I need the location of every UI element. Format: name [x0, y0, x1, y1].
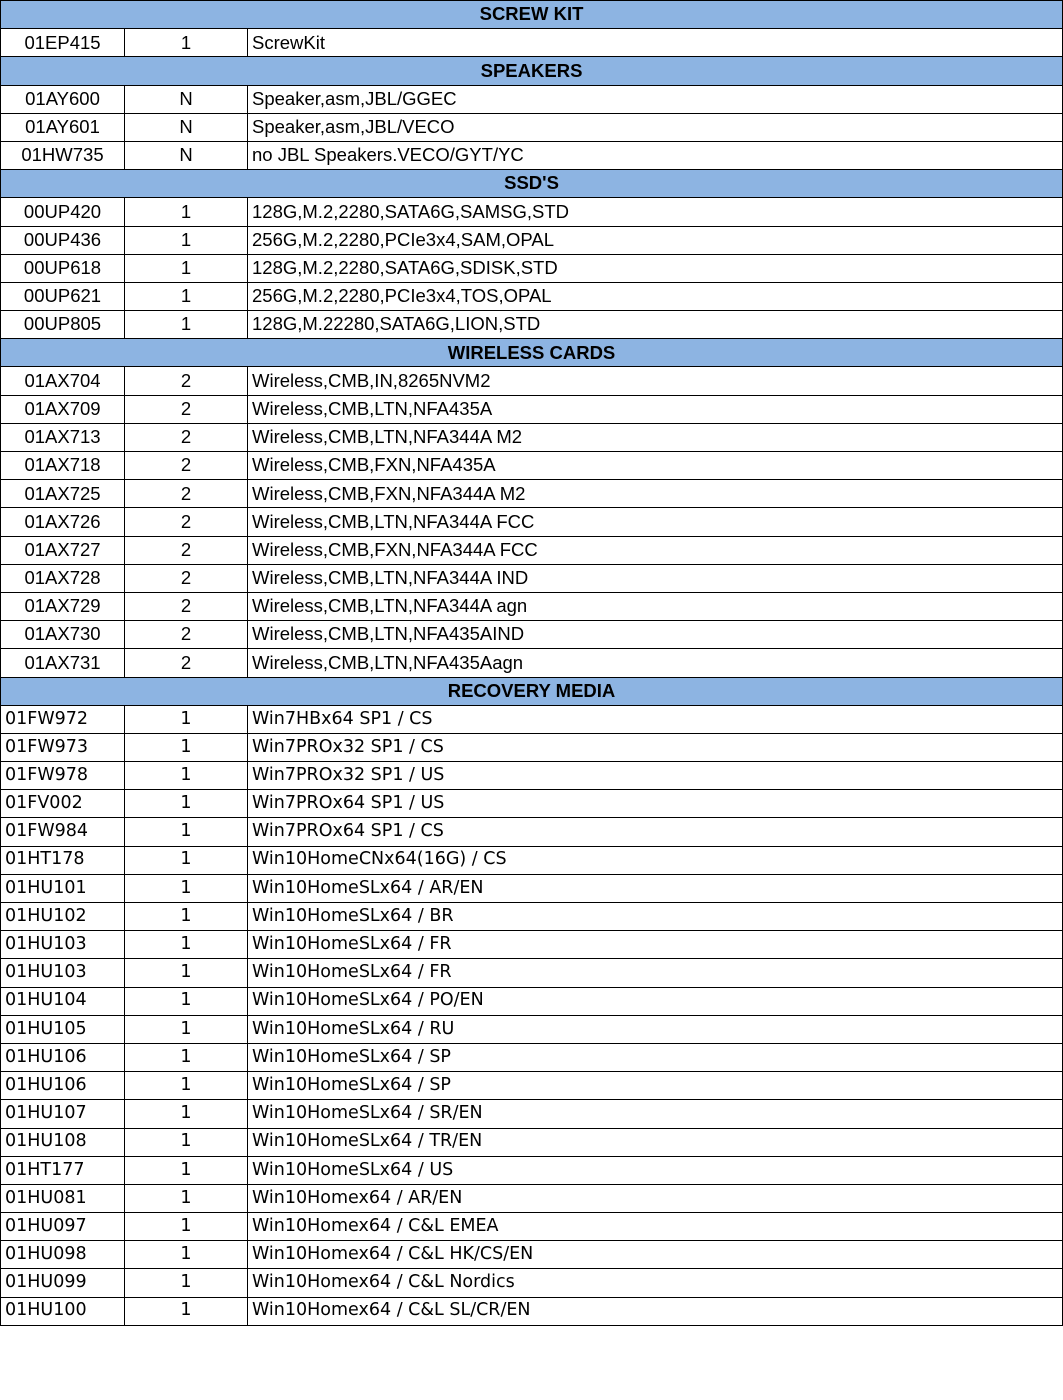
description-cell: Wireless,CMB,LTN,NFA344A IND: [248, 564, 1063, 592]
description-cell: Win10HomeSLx64 / BR: [248, 903, 1063, 931]
section-title: RECOVERY MEDIA: [1, 677, 1063, 705]
part-number-cell: 01AX725: [1, 480, 125, 508]
description-cell: Win10HomeSLx64 / RU: [248, 1015, 1063, 1043]
table-row: [1, 1213, 1063, 1241]
description-cell: Win10Homex64 / AR/EN: [248, 1184, 1063, 1212]
table-row: [1, 621, 1063, 649]
table-row: [1, 282, 1063, 310]
part-number-cell: 01HU081: [1, 1184, 125, 1212]
description-cell: 128G,M.22280,SATA6G,LION,STD: [248, 311, 1063, 339]
description-cell: Win10Homex64 / C&L EMEA: [248, 1213, 1063, 1241]
section-header-row: [1, 57, 1063, 85]
description-cell: Speaker,asm,JBL/GGEC: [248, 85, 1063, 113]
table-row: [1, 423, 1063, 451]
description-cell: Wireless,CMB,FXN,NFA344A FCC: [248, 536, 1063, 564]
description-cell: Win10Homex64 / C&L HK/CS/EN: [248, 1241, 1063, 1269]
quantity-cell: 1: [125, 254, 248, 282]
quantity-cell: 1: [125, 1043, 248, 1071]
quantity-cell: 1: [125, 818, 248, 846]
description-cell: Win10HomeSLx64 / TR/EN: [248, 1128, 1063, 1156]
description-cell: Wireless,CMB,FXN,NFA435A: [248, 452, 1063, 480]
section-title: SPEAKERS: [1, 57, 1063, 85]
table-row: [1, 367, 1063, 395]
quantity-cell: 1: [125, 29, 248, 57]
quantity-cell: 1: [125, 1184, 248, 1212]
part-number-cell: 01AX709: [1, 395, 125, 423]
table-row: [1, 29, 1063, 57]
part-number-cell: 00UP420: [1, 198, 125, 226]
part-number-cell: 01HU107: [1, 1100, 125, 1128]
part-number-cell: 01HU101: [1, 874, 125, 902]
table-row: [1, 1015, 1063, 1043]
part-number-cell: 01HU105: [1, 1015, 125, 1043]
description-cell: Speaker,asm,JBL/VECO: [248, 113, 1063, 141]
table-row: [1, 931, 1063, 959]
table-row: [1, 508, 1063, 536]
quantity-cell: 1: [125, 1269, 248, 1297]
quantity-cell: 1: [125, 226, 248, 254]
quantity-cell: 1: [125, 1015, 248, 1043]
description-cell: Win7PROx64 SP1 / US: [248, 790, 1063, 818]
quantity-cell: 1: [125, 282, 248, 310]
quantity-cell: 2: [125, 536, 248, 564]
description-cell: Win10HomeSLx64 / AR/EN: [248, 874, 1063, 902]
quantity-cell: 1: [125, 903, 248, 931]
quantity-cell: 2: [125, 452, 248, 480]
part-number-cell: 01HU097: [1, 1213, 125, 1241]
section-title: SCREW KIT: [1, 1, 1063, 29]
description-cell: no JBL Speakers.VECO/GYT/YC: [248, 141, 1063, 169]
section-header-row: [1, 1, 1063, 29]
quantity-cell: 1: [125, 311, 248, 339]
table-row: [1, 874, 1063, 902]
quantity-cell: 1: [125, 1100, 248, 1128]
quantity-cell: 1: [125, 1213, 248, 1241]
part-number-cell: 01HU103: [1, 959, 125, 987]
quantity-cell: 1: [125, 762, 248, 790]
description-cell: Win10HomeSLx64 / PO/EN: [248, 987, 1063, 1015]
part-number-cell: 01HT178: [1, 846, 125, 874]
quantity-cell: 2: [125, 423, 248, 451]
description-cell: Wireless,CMB,LTN,NFA344A FCC: [248, 508, 1063, 536]
description-cell: 128G,M.2,2280,SATA6G,SDISK,STD: [248, 254, 1063, 282]
section-header-row: [1, 677, 1063, 705]
quantity-cell: 2: [125, 508, 248, 536]
quantity-cell: N: [125, 113, 248, 141]
description-cell: Win10HomeSLx64 / US: [248, 1156, 1063, 1184]
description-cell: Win7HBx64 SP1 / CS: [248, 705, 1063, 733]
description-cell: Win7PROx32 SP1 / CS: [248, 733, 1063, 761]
part-number-cell: 01HU099: [1, 1269, 125, 1297]
table-row: [1, 790, 1063, 818]
quantity-cell: 2: [125, 564, 248, 592]
part-number-cell: 01HU106: [1, 1043, 125, 1071]
quantity-cell: 2: [125, 592, 248, 620]
part-number-cell: 01HU100: [1, 1297, 125, 1325]
quantity-cell: 1: [125, 987, 248, 1015]
part-number-cell: 01HU102: [1, 903, 125, 931]
description-cell: 128G,M.2,2280,SATA6G,SAMSG,STD: [248, 198, 1063, 226]
part-number-cell: 01AX729: [1, 592, 125, 620]
part-number-cell: 01AX731: [1, 649, 125, 677]
table-row: [1, 564, 1063, 592]
table-row: [1, 1043, 1063, 1071]
table-row: [1, 592, 1063, 620]
section-header-row: [1, 170, 1063, 198]
part-number-cell: 01FW984: [1, 818, 125, 846]
table-row: [1, 198, 1063, 226]
part-number-cell: 01HU098: [1, 1241, 125, 1269]
part-number-cell: 01AX726: [1, 508, 125, 536]
table-row: [1, 1156, 1063, 1184]
table-row: [1, 1269, 1063, 1297]
table-row: [1, 903, 1063, 931]
table-row: [1, 395, 1063, 423]
part-number-cell: 01HU103: [1, 931, 125, 959]
description-cell: Win10HomeSLx64 / SP: [248, 1072, 1063, 1100]
description-cell: Win10Homex64 / C&L SL/CR/EN: [248, 1297, 1063, 1325]
table-row: [1, 818, 1063, 846]
part-number-cell: 01AX728: [1, 564, 125, 592]
table-row: [1, 1100, 1063, 1128]
description-cell: Win10HomeSLx64 / SR/EN: [248, 1100, 1063, 1128]
quantity-cell: 2: [125, 480, 248, 508]
part-number-cell: 00UP436: [1, 226, 125, 254]
part-number-cell: 01FW972: [1, 705, 125, 733]
table-row: [1, 1128, 1063, 1156]
part-number-cell: 00UP621: [1, 282, 125, 310]
table-row: [1, 959, 1063, 987]
part-number-cell: 01HW735: [1, 141, 125, 169]
description-cell: Wireless,CMB,LTN,NFA344A agn: [248, 592, 1063, 620]
table-row: [1, 1072, 1063, 1100]
table-row: [1, 480, 1063, 508]
quantity-cell: 1: [125, 198, 248, 226]
quantity-cell: 1: [125, 733, 248, 761]
table-row: [1, 846, 1063, 874]
part-number-cell: 00UP618: [1, 254, 125, 282]
part-number-cell: 01AX713: [1, 423, 125, 451]
table-row: [1, 733, 1063, 761]
table-row: [1, 1184, 1063, 1212]
part-number-cell: 00UP805: [1, 311, 125, 339]
table-row: [1, 762, 1063, 790]
quantity-cell: 1: [125, 790, 248, 818]
part-number-cell: 01HU106: [1, 1072, 125, 1100]
part-number-cell: 01AX704: [1, 367, 125, 395]
part-number-cell: 01HU104: [1, 987, 125, 1015]
part-number-cell: 01AX718: [1, 452, 125, 480]
quantity-cell: 1: [125, 1241, 248, 1269]
part-number-cell: 01AY600: [1, 85, 125, 113]
part-number-cell: 01HT177: [1, 1156, 125, 1184]
description-cell: Wireless,CMB,LTN,NFA435Aagn: [248, 649, 1063, 677]
table-row: [1, 705, 1063, 733]
section-header-row: [1, 339, 1063, 367]
quantity-cell: 1: [125, 705, 248, 733]
description-cell: 256G,M.2,2280,PCIe3x4,SAM,OPAL: [248, 226, 1063, 254]
description-cell: Win10HomeSLx64 / SP: [248, 1043, 1063, 1071]
table-row: [1, 1297, 1063, 1325]
table-row: [1, 85, 1063, 113]
table-row: [1, 311, 1063, 339]
quantity-cell: 2: [125, 621, 248, 649]
section-title: WIRELESS CARDS: [1, 339, 1063, 367]
table-row: [1, 1241, 1063, 1269]
table-row: [1, 987, 1063, 1015]
table-row: [1, 254, 1063, 282]
part-number-cell: 01FW978: [1, 762, 125, 790]
quantity-cell: N: [125, 85, 248, 113]
quantity-cell: 1: [125, 874, 248, 902]
description-cell: Wireless,CMB,LTN,NFA435A: [248, 395, 1063, 423]
quantity-cell: 1: [125, 1072, 248, 1100]
part-number-cell: 01HU108: [1, 1128, 125, 1156]
description-cell: Win7PROx64 SP1 / CS: [248, 818, 1063, 846]
part-number-cell: 01FV002: [1, 790, 125, 818]
section-title: SSD'S: [1, 170, 1063, 198]
part-number-cell: 01EP415: [1, 29, 125, 57]
table-row: [1, 113, 1063, 141]
description-cell: Win7PROx32 SP1 / US: [248, 762, 1063, 790]
part-number-cell: 01AX730: [1, 621, 125, 649]
quantity-cell: 1: [125, 931, 248, 959]
parts-table-body: [1, 1, 1063, 1326]
description-cell: Wireless,CMB,IN,8265NVM2: [248, 367, 1063, 395]
description-cell: Win10Homex64 / C&L Nordics: [248, 1269, 1063, 1297]
description-cell: Win10HomeSLx64 / FR: [248, 931, 1063, 959]
description-cell: Win10HomeSLx64 / FR: [248, 959, 1063, 987]
quantity-cell: 1: [125, 846, 248, 874]
quantity-cell: 2: [125, 395, 248, 423]
table-row: [1, 452, 1063, 480]
quantity-cell: 2: [125, 367, 248, 395]
description-cell: ScrewKit: [248, 29, 1063, 57]
quantity-cell: N: [125, 141, 248, 169]
quantity-cell: 1: [125, 1297, 248, 1325]
table-row: [1, 649, 1063, 677]
quantity-cell: 2: [125, 649, 248, 677]
quantity-cell: 1: [125, 1128, 248, 1156]
description-cell: Wireless,CMB,FXN,NFA344A M2: [248, 480, 1063, 508]
part-number-cell: 01AX727: [1, 536, 125, 564]
table-row: [1, 536, 1063, 564]
description-cell: Win10HomeCNx64(16G) / CS: [248, 846, 1063, 874]
part-number-cell: 01AY601: [1, 113, 125, 141]
description-cell: Wireless,CMB,LTN,NFA344A M2: [248, 423, 1063, 451]
quantity-cell: 1: [125, 959, 248, 987]
quantity-cell: 1: [125, 1156, 248, 1184]
description-cell: Wireless,CMB,LTN,NFA435AIND: [248, 621, 1063, 649]
part-number-cell: 01FW973: [1, 733, 125, 761]
description-cell: 256G,M.2,2280,PCIe3x4,TOS,OPAL: [248, 282, 1063, 310]
table-row: [1, 226, 1063, 254]
table-row: [1, 141, 1063, 169]
